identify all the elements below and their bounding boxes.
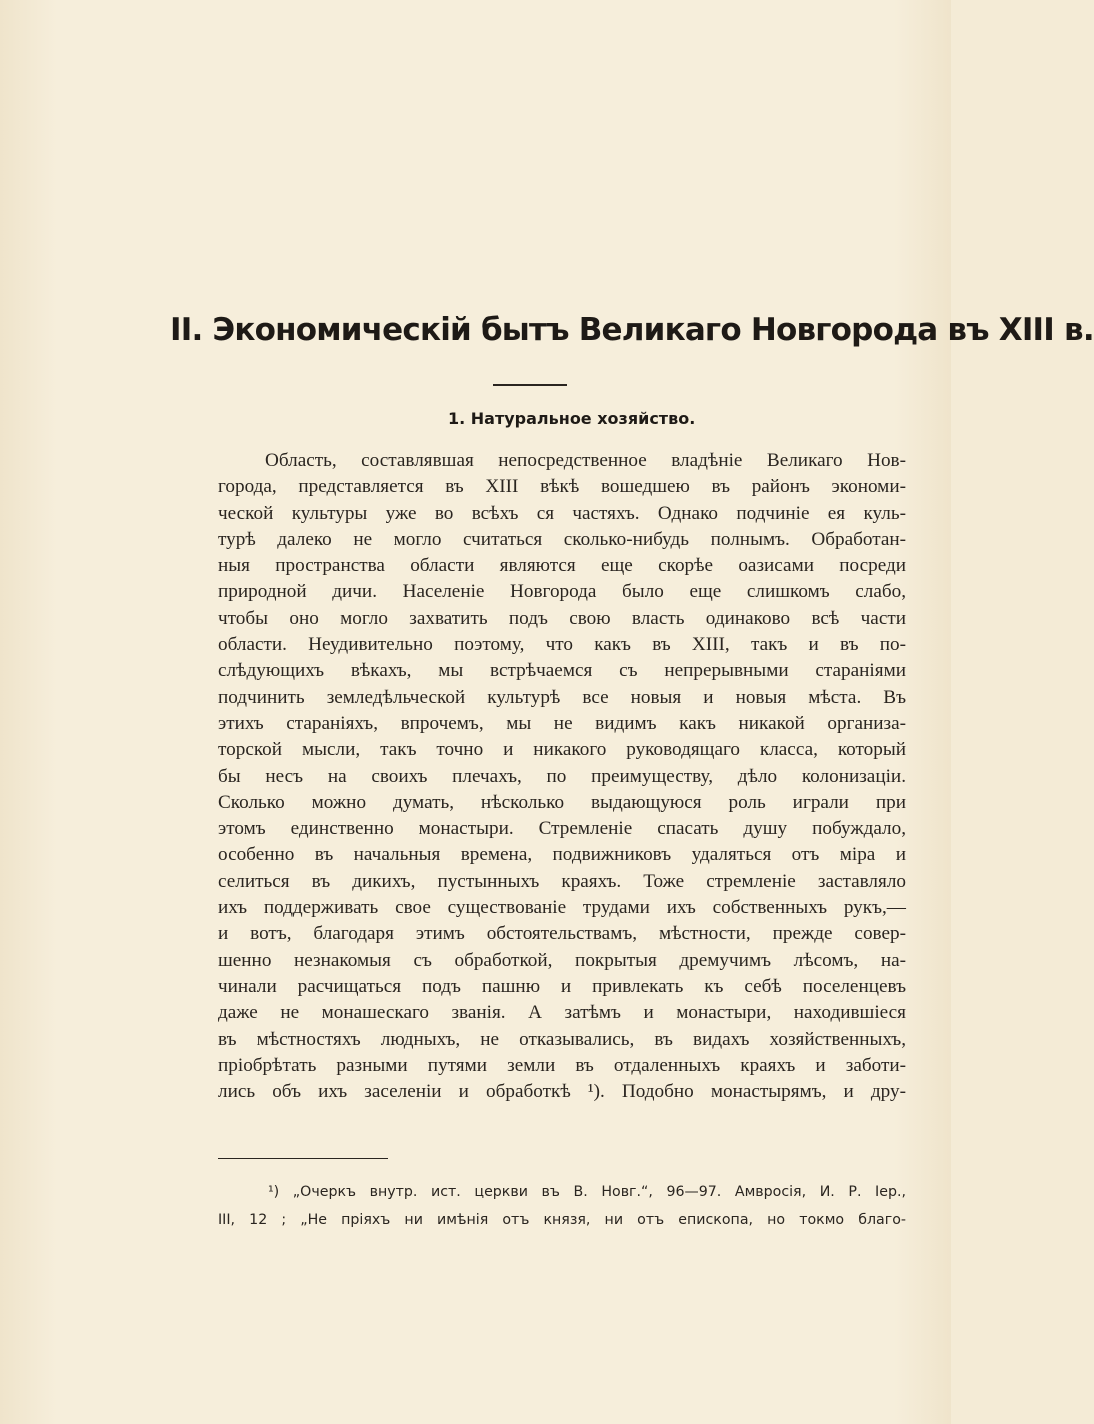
text-line: чтобы оно могло захватить подъ свою власть одинаково всѣ части <box>218 607 906 629</box>
text-line: особенно въ начальныя времена, подвижниковъ удаляться отъ міра и <box>218 844 906 866</box>
text-line: области. Неудивительно поэтому, что какъ въ XIII, такъ и въ по- <box>218 634 906 656</box>
text-line: пріобрѣтать разными путями земли въ отдаленныхъ краяхъ и заботи- <box>218 1054 906 1076</box>
text-line: лись объ ихъ заселеніи и обработкѣ ¹). Подобно монастырямъ, и дру- <box>218 1081 906 1103</box>
text-line: въ мѣстностяхъ людныхъ, не отказывались, въ видахъ хозяйственныхъ, <box>218 1028 906 1050</box>
text-line: Сколько можно думать, нѣсколько выдающуюся роль играли при <box>218 791 906 813</box>
text-line: ческой культуры уже во всѣхъ ся частяхъ. Однако подчиніе ея куль- <box>218 502 906 524</box>
text-line: турѣ далеко не могло считаться сколько-нибудь полнымъ. Обработан- <box>218 528 906 550</box>
footnote-divider <box>218 1158 388 1159</box>
footnote-line: ¹) „Очеркъ внутр. ист. церкви въ В. Новг.“, 96—97. Амвросія, И. Р. Іер., <box>268 1184 906 1200</box>
text-line: шенно незнакомыя съ обработкой, покрытыя дремучимъ лѣсомъ, на- <box>218 949 906 971</box>
title-divider <box>493 384 567 386</box>
text-line: ныя пространства области являются еще скорѣе оазисами посреди <box>218 555 906 577</box>
text-line: и вотъ, благодаря этимъ обстоятельствамъ, мѣстности, прежде совер- <box>218 923 906 945</box>
text-line: селиться въ дикихъ, пустынныхъ краяхъ. Тоже стремленіе заставляло <box>218 870 906 892</box>
text-line: Область, составлявшая непосредственное владѣніе Великаго Нов- <box>265 450 906 471</box>
text-line: даже не монашескаго званія. А затѣмъ и монастыри, находившіеся <box>218 1002 906 1024</box>
text-line: слѣдующихъ вѣкахъ, мы встрѣчаемся съ непрерывными стараніями <box>218 660 906 682</box>
section-heading: 1. Натуральное хозяйство. <box>448 409 696 428</box>
show-through-text <box>215 90 735 290</box>
text-line: этихъ стараніяхъ, впрочемъ, мы не видимъ какъ никакой организа- <box>218 712 906 734</box>
text-line: этомъ единственно монастыри. Стремленіе спасать душу побуждало, <box>218 818 906 840</box>
text-line: города, представляется въ XIII вѣкѣ вошедшею въ районъ экономи- <box>218 476 906 498</box>
footnote <box>218 1178 906 1234</box>
text-line: ихъ поддерживать свое существованіе трудами ихъ собственныхъ рукъ,— <box>218 897 906 919</box>
text-line: чинали расчищаться подъ пашню и привлекать къ себѣ поселенцевъ <box>218 975 906 997</box>
footnote-line: III, 12 ; „Не пріяхъ ни имѣнія отъ князя, ни отъ епископа, но токмо благо- <box>218 1212 906 1228</box>
text-line: бы несъ на своихъ плечахъ, по преимуществу, дѣло колонизаціи. <box>218 765 906 787</box>
body-text <box>218 448 906 1105</box>
chapter-title: II. Экономическій бытъ Великаго Новгорода въ XIII в. <box>170 312 1094 348</box>
text-line: торской мысли, такъ точно и никакого руководящаго класса, который <box>218 739 906 761</box>
text-line: природной дичи. Населеніе Новгорода было еще слишкомъ слабо, <box>218 581 906 603</box>
text-line: подчинить земледѣльческой культурѣ все новыя и новыя мѣста. Въ <box>218 686 906 708</box>
